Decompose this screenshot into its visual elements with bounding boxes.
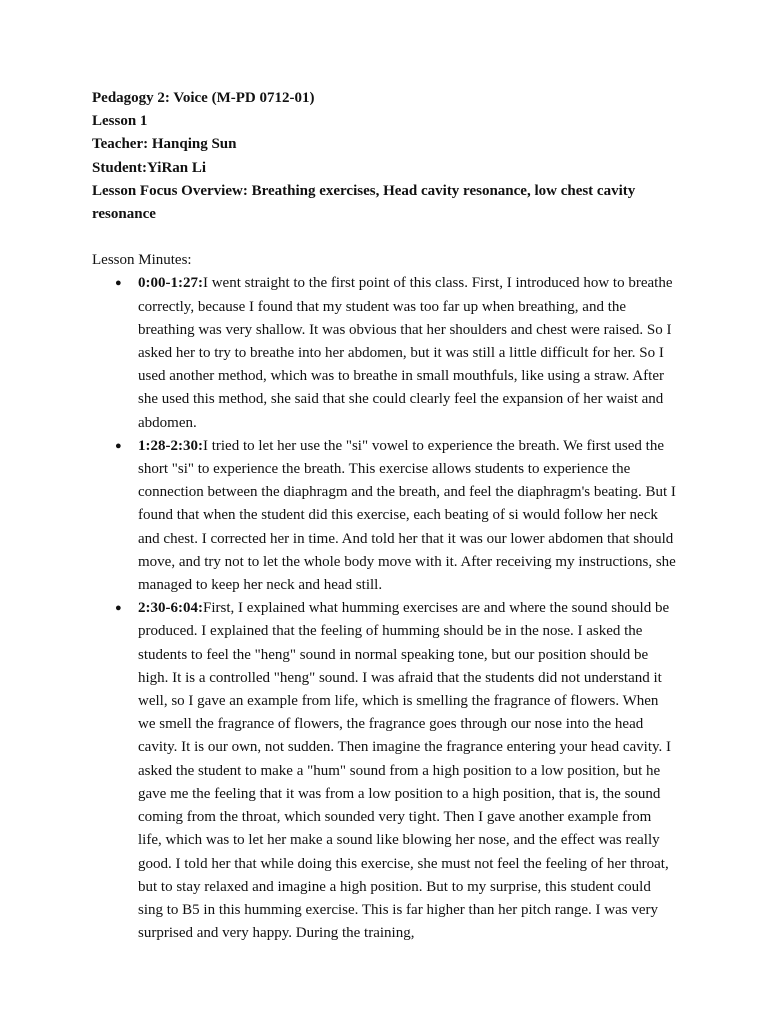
list-item	[115, 272, 676, 434]
timestamp: 0:00-1:27:	[138, 275, 203, 292]
list-item	[115, 435, 676, 597]
lesson-minutes-list	[92, 272, 676, 945]
minute-text: First, I explained what humming exercises are and where the sound should be produced. I explained that the feeling of humming should be in the nose. I asked the students to feel the "heng" sound in normal speaking tone, but our position should be high. It is a controlled "heng" sound. I was afraid that the students did not understand it well, so I gave an example from life, which is smelling the fragrance of flowers. When we smell the fragrance of flowers, the fragrance goes through our nose into the head cavity. It is our own, not sudden. Then imagine the fragrance entering your head cavity. I asked the student to make a "hum" sound from a high position to a low position, but he gave me the feeling that it was from a low position to a high position, that is, the sound coming from the throat, which sounded very tight. Then I gave another example from life, which was to let her make a sound like blowing her nose, and the effect was really good. I told her that while doing this exercise, she must not feel the feeling of her throat, but to stay relaxed and imagine a high position. But to my surprise, this student could sing to B5 in this humming exercise. This is far higher than her pitch range. I was very surprised and very happy. During the training,	[138, 600, 672, 942]
timestamp: 2:30-6:04:	[138, 600, 203, 617]
lesson-number: Lesson 1	[92, 113, 148, 130]
minute-text: I went straight to the first point of this class. First, I introduced how to breathe correctly, because I found that my student was too far up when breathing, and the breathing was very shallow. It was obvious that her shoulders and chest were raised. So I asked her to try to breathe into her abdomen, but it was still a little difficult for her. So I used another method, which was to breathe in small mouthfuls, like using a straw. After she used this method, she said that she could clearly feel the expansion of her waist and abdomen.	[138, 275, 673, 431]
document-page	[92, 87, 676, 945]
bullet-icon: ●	[115, 602, 122, 615]
list-item	[115, 597, 676, 945]
teacher-name: Teacher: Hanqing Sun	[92, 136, 237, 153]
minute-text: I tried to let her use the "si" vowel to experience the breath. We first used the short "si" to experience the breath. This exercise allows students to experience the connection between the diaphragm and the breath, and feel the diaphragm's beating. But I found that when the student did this exercise, each beating of si would follow her neck and chest. I corrected her in time. And told her that it was our lower abdomen that should move, and try not to let the whole body move with it. After receiving my instructions, she managed to keep her neck and head still.	[138, 437, 676, 594]
student-name: Student:YiRan Li	[92, 159, 207, 176]
bullet-icon: ●	[115, 439, 122, 452]
lesson-focus: Lesson Focus Overview: Breathing exercises, Head cavity resonance, low chest cavity resonance	[92, 182, 636, 223]
course-title: Pedagogy 2: Voice (M-PD 0712-01)	[92, 90, 315, 106]
timestamp: 1:28-2:30:	[138, 437, 203, 454]
lesson-minutes-label: Lesson Minutes:	[92, 252, 192, 269]
bullet-icon: ●	[115, 277, 122, 290]
